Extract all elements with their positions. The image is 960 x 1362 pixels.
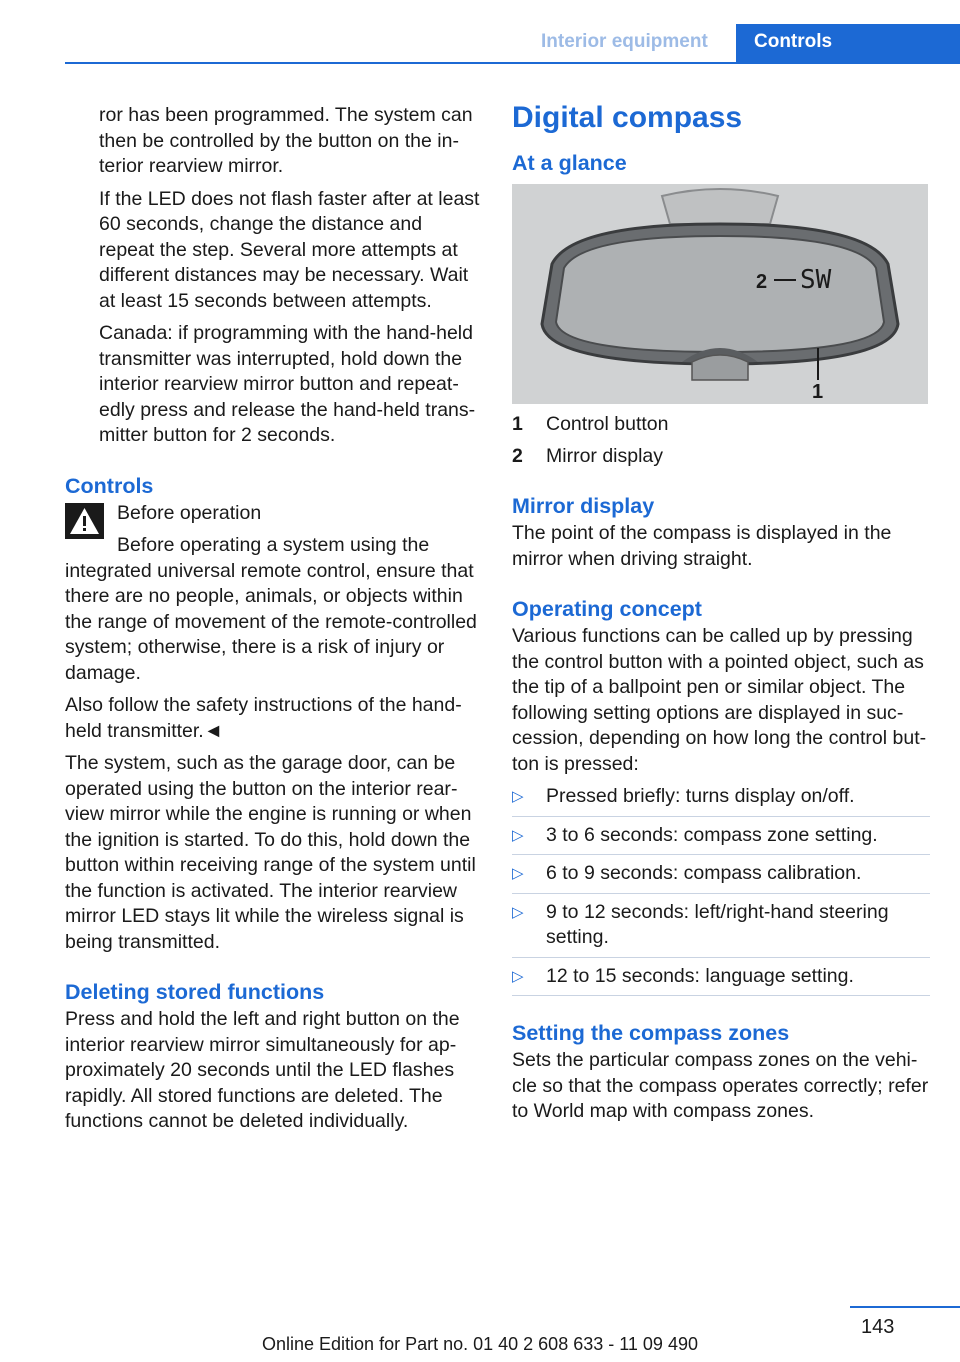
list-item: ▷ 12 to 15 seconds: language setting. (512, 964, 930, 997)
paragraph: If the LED does not flash faster after at least 60 seconds, change the distance and repeat the step. Several more attempts at different distances may be necessary. Wait at least 15 seconds between attempts. (99, 187, 480, 312)
mirror-figure (512, 184, 928, 404)
callout-2: 2 (756, 271, 768, 293)
chapter-tab[interactable] (736, 24, 960, 62)
deleting-heading: Deleting stored functions (65, 980, 325, 1004)
warning-icon (65, 503, 104, 539)
paragraph: Various functions can be called up by pressing the control button with a pointed object, such as the tip of a ballpoint pen or similar object. The following setting options are displayed in succession, depending on how long the control button is pressed: (512, 625, 927, 775)
page-number-rule (850, 1306, 960, 1308)
list-item: ▷ 3 to 6 seconds: compass zone setting. (512, 823, 930, 856)
legend-label: Control button (546, 413, 669, 435)
at-a-glance-heading: At a glance (512, 151, 627, 175)
paragraph: The system, such as the garage door, can be operated using the button on the interior rearview mirror while the engine is running or when the ignition is started. To do this, hold down the button within receiving range of the system until the function is activated. The interior rearview mirror LED stays lit while the wireless signal is being transmitted. (65, 752, 476, 953)
chapter-tab-label: Controls (754, 31, 833, 52)
options-list (512, 784, 930, 996)
list-item: ▷ 6 to 9 seconds: compass calibration. (512, 861, 930, 894)
page-number: 143 (861, 1316, 895, 1338)
page-title: Digital compass (512, 101, 743, 134)
display-text: SW (800, 265, 832, 295)
compass-zones-heading: Setting the compass zones (512, 1021, 790, 1045)
paragraph: Sets the particular compass zones on the vehicle so that the compass operates correctly; refer to World map with compass zones. (512, 1049, 929, 1122)
list-item: ▷ 9 to 12 seconds: left/right-hand steering setting. (512, 900, 930, 958)
controls-heading: Controls (65, 473, 154, 498)
list-item: ▷ Pressed briefly: turns display on/off. (512, 784, 930, 817)
paragraph: Also follow the safety instructions of the hand-held transmitter.◄ (65, 694, 462, 742)
paragraph: Canada: if programming with the hand-held transmitter was interrupted, hold down the interior rearview mirror button and repeatedly press and release the hand-held transmitter button for 2 seconds. (99, 322, 476, 446)
legend-item (512, 444, 930, 470)
paragraph: The point of the compass is displayed in the mirror when driving straight. (512, 522, 892, 570)
mirror-illustration (512, 184, 928, 404)
legend-item (512, 412, 930, 438)
callout-1: 1 (812, 381, 824, 403)
left-column (65, 103, 481, 1142)
warning-block (65, 501, 481, 687)
legend-number: 1 (512, 413, 523, 435)
warning-title: Before operation (117, 501, 262, 524)
paragraph: Press and hold the left and right button on the interior rearview mirror simultaneously for approximately 20 seconds until the LED flashes rapidly. All stored functions are deleted. The functions cannot be deleted individually. (65, 1008, 460, 1132)
legend-label: Mirror display (546, 444, 664, 467)
mirror-display-heading: Mirror display (512, 494, 655, 518)
edition-footer: Online Edition for Part no. 01 40 2 608 633 - 11 09 490 (262, 1334, 698, 1354)
right-column (512, 100, 930, 1132)
warning-body: Before operating a system using the integrated universal remote control, ensure that there are no people, animals, or objects within the range of movement of the remote-controlled system; otherwise, there is a risk of injury or damage. (65, 534, 477, 684)
header-rule (65, 62, 960, 64)
section-title: Interior equipment (541, 31, 708, 52)
legend-number: 2 (512, 444, 523, 467)
paragraph: ror has been programmed. The system can then be controlled by the button on the interior rearview mirror. (99, 104, 473, 177)
operating-concept-heading: Operating concept (512, 597, 702, 621)
